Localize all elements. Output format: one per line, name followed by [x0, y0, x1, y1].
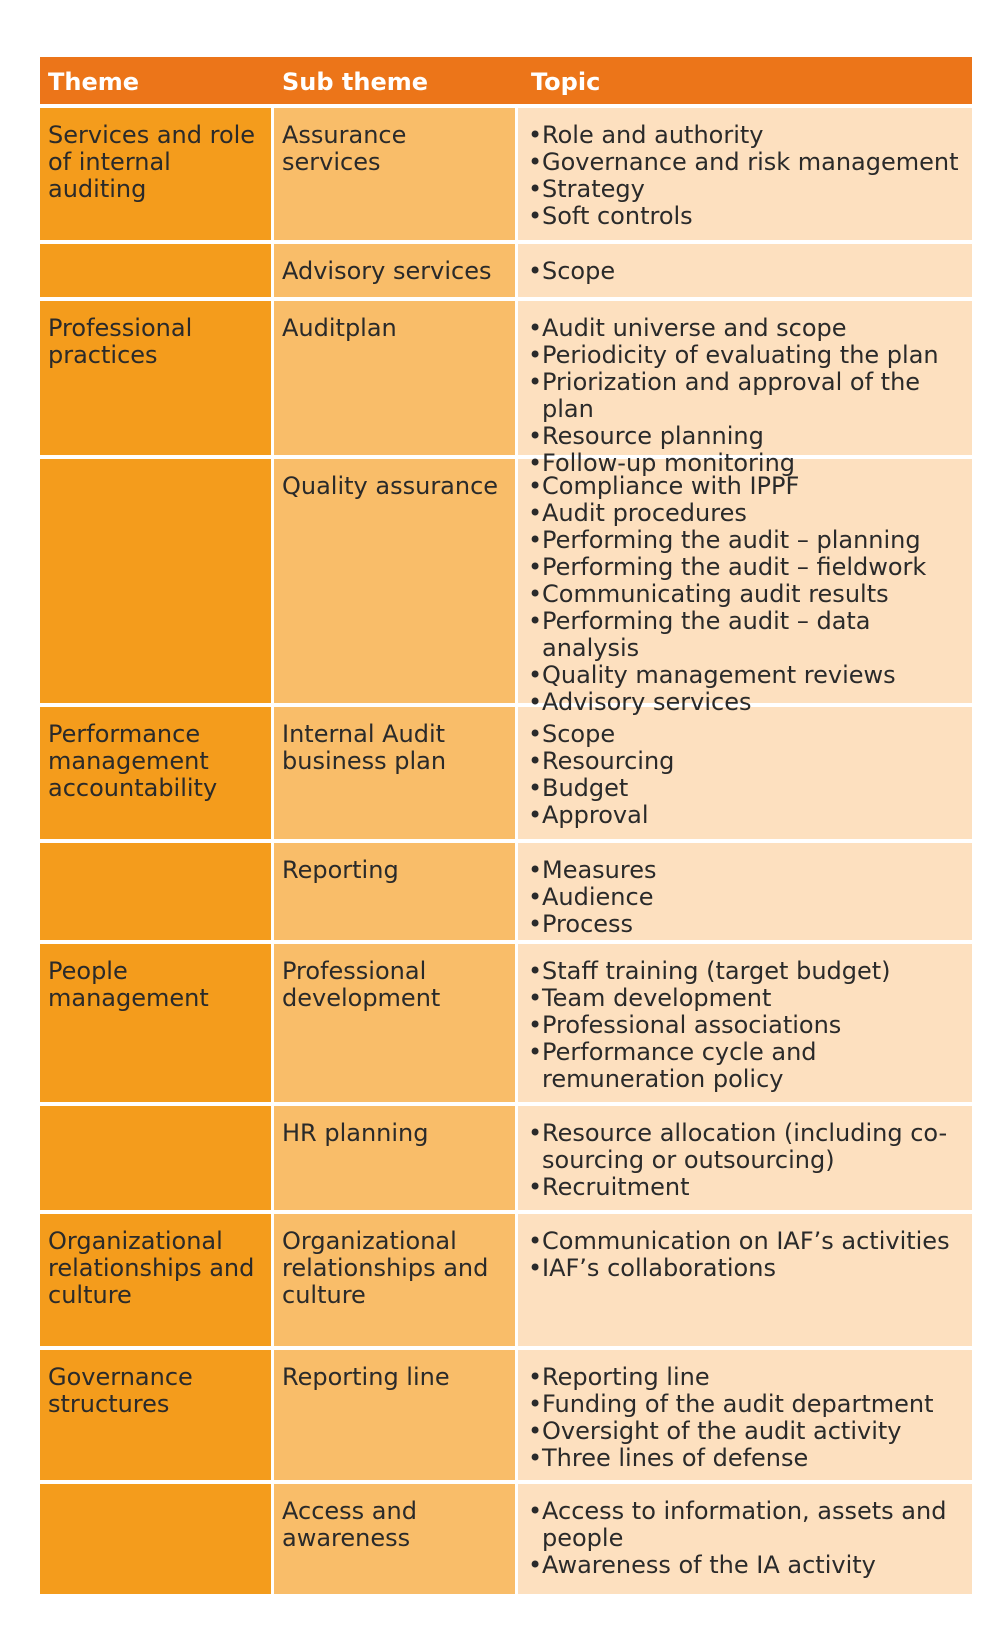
topic-cell	[515, 301, 972, 477]
topic-item: • Priorization and approval of the plan	[528, 369, 972, 423]
topic-item: • Three lines of defense	[528, 1445, 972, 1472]
sub-theme-cell: Access and awareness	[271, 1484, 515, 1594]
theme-cell: Governance structures	[40, 1350, 271, 1480]
theme-cell	[40, 843, 271, 940]
topic-list	[528, 1498, 972, 1579]
topic-list	[528, 1120, 972, 1201]
table-header	[40, 57, 972, 108]
topic-item: • Resource planning	[528, 423, 972, 450]
table-row	[40, 944, 972, 1106]
topic-list	[528, 958, 972, 1093]
topic-item: • Communicating audit results	[528, 581, 972, 608]
sub-theme-cell: Auditplan	[271, 301, 515, 455]
theme-cell	[40, 1106, 271, 1210]
audit-themes-table	[40, 57, 972, 1598]
topic-cell	[515, 108, 972, 240]
table-body	[40, 108, 972, 1598]
topic-item: • Soft controls	[528, 203, 972, 230]
table-row	[40, 301, 972, 477]
topic-cell	[515, 944, 972, 1102]
topic-item: • Scope	[528, 721, 972, 748]
table-row	[40, 1350, 972, 1484]
topic-item: • Role and authority	[528, 122, 972, 149]
topic-cell	[515, 244, 972, 297]
topic-item: • Funding of the audit department	[528, 1391, 972, 1418]
theme-cell	[40, 459, 271, 703]
sub-theme-cell: Reporting	[271, 843, 515, 940]
sub-theme-cell: Quality assurance	[271, 459, 515, 703]
topic-item: • Audit universe and scope	[528, 315, 972, 342]
topic-list	[528, 1228, 972, 1282]
topic-item: • Resourcing	[528, 748, 972, 775]
topic-item: • Scope	[528, 258, 972, 285]
topic-item: • Professional associations	[528, 1012, 972, 1039]
topic-cell	[515, 843, 972, 940]
topic-cell	[515, 707, 972, 839]
topic-item: • Approval	[528, 802, 972, 829]
topic-list	[528, 857, 972, 938]
topic-item: • Audit procedures	[528, 500, 972, 527]
topic-item: • Measures	[528, 857, 972, 884]
theme-cell	[40, 1484, 271, 1594]
topic-list	[528, 721, 972, 829]
topic-item: • IAF’s collaborations	[528, 1255, 972, 1282]
topic-list	[528, 1364, 972, 1472]
topic-item: • Awareness of the IA activity	[528, 1552, 972, 1579]
topic-cell	[515, 1350, 972, 1480]
sub-theme-cell: HR planning	[271, 1106, 515, 1210]
header-topic: Topic	[531, 68, 601, 96]
topic-item: • Oversight of the audit activity	[528, 1418, 972, 1445]
table-row	[40, 1106, 972, 1214]
topic-item: • Performing the audit – data analysis	[528, 608, 972, 662]
topic-list	[528, 258, 972, 285]
topic-item: • Advisory services	[528, 689, 972, 716]
header-theme: Theme	[48, 68, 140, 96]
topic-item: • Recruitment	[528, 1174, 972, 1201]
topic-item: • Follow-up monitoring	[528, 450, 972, 477]
sub-theme-cell: Reporting line	[271, 1350, 515, 1480]
table-row	[40, 707, 972, 843]
sub-theme-cell: Organizational relationships and culture	[271, 1214, 515, 1346]
theme-cell: People management	[40, 944, 271, 1102]
theme-cell: Services and role of internal auditing	[40, 108, 271, 240]
table-row	[40, 108, 972, 244]
topic-cell	[515, 1106, 972, 1210]
topic-item: • Resource allocation (including co-sourcing or outsourcing)	[528, 1120, 972, 1174]
table-row	[40, 244, 972, 301]
sub-theme-cell: Advisory services	[271, 244, 515, 297]
table-row	[40, 1214, 972, 1350]
topic-item: • Performing the audit – fieldwork	[528, 554, 972, 581]
theme-cell: Organizational relationships and culture	[40, 1214, 271, 1346]
topic-item: • Performance cycle and remuneration policy	[528, 1039, 972, 1093]
sub-theme-cell: Professional development	[271, 944, 515, 1102]
topic-cell	[515, 1214, 972, 1346]
topic-item: • Access to information, assets and people	[528, 1498, 972, 1552]
topic-item: • Budget	[528, 775, 972, 802]
topic-item: • Audience	[528, 884, 972, 911]
topic-cell	[515, 459, 972, 716]
theme-cell: Performance management accountability	[40, 707, 271, 839]
topic-item: • Process	[528, 911, 972, 938]
table-row	[40, 1484, 972, 1598]
topic-cell	[515, 1484, 972, 1594]
topic-list	[528, 315, 972, 477]
topic-list	[528, 122, 972, 230]
sub-theme-cell: Internal Audit business plan	[271, 707, 515, 839]
table-row	[40, 459, 972, 716]
theme-cell	[40, 244, 271, 297]
topic-item: • Performing the audit – planning	[528, 527, 972, 554]
topic-item: • Team development	[528, 985, 972, 1012]
topic-item: • Reporting line	[528, 1364, 972, 1391]
theme-cell: Professional practices	[40, 301, 271, 455]
topic-item: • Communication on IAF’s activities	[528, 1228, 972, 1255]
sub-theme-cell: Assurance services	[271, 108, 515, 240]
topic-item: • Governance and risk management	[528, 149, 972, 176]
topic-item: • Staff training (target budget)	[528, 958, 972, 985]
topic-list	[528, 473, 972, 716]
table-row	[40, 843, 972, 944]
topic-item: • Quality management reviews	[528, 662, 972, 689]
topic-item: • Strategy	[528, 176, 972, 203]
topic-item: • Compliance with IPPF	[528, 473, 972, 500]
header-sub-theme: Sub theme	[282, 68, 429, 96]
topic-item: • Periodicity of evaluating the plan	[528, 342, 972, 369]
